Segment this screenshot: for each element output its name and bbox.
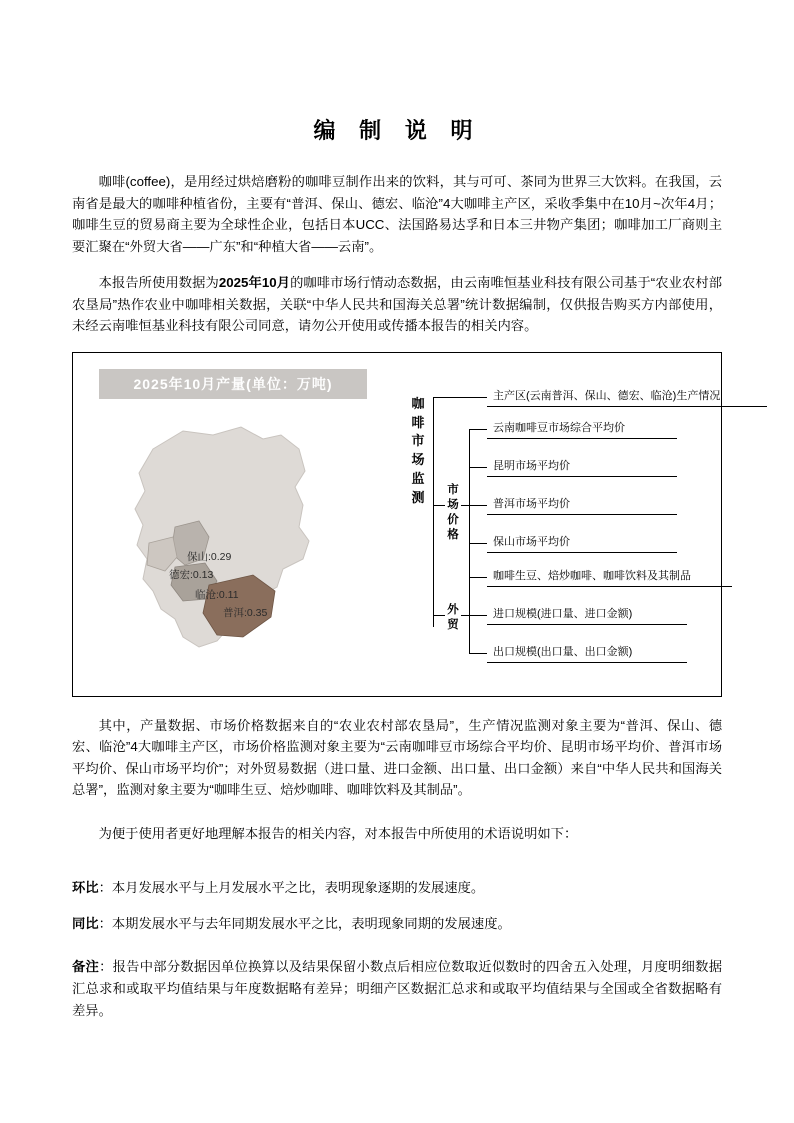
map-label-lincang: 临沧:0.11 <box>195 588 239 601</box>
yunnan-map <box>113 409 363 669</box>
terminology-intro-paragraph: 为便于使用者更好地理解本报告的相关内容，对本报告中所使用的术语说明如下： <box>98 825 578 841</box>
tree-connector-trade-3 <box>469 653 487 654</box>
tree-leaf-trade-1: 咖啡生豆、焙炒咖啡、咖啡饮料及其制品 <box>487 565 732 587</box>
tree-connector-price-3 <box>469 505 487 506</box>
tree-group-label-trade: 外 贸 <box>447 603 459 631</box>
tree-leaf-price-2: 昆明市场平均价 <box>487 455 677 477</box>
tree-connector-price-mid <box>461 505 469 506</box>
term-tongbi-text: ：本期发展水平与去年同期发展水平之比，表明现象同期的发展速度。 <box>98 915 511 931</box>
tree-leaf-price-1: 云南咖啡豆市场综合平均价 <box>487 417 677 439</box>
tree-connector-top <box>433 397 487 398</box>
tree-connector-trade-2 <box>469 615 487 616</box>
tree-root-label: 咖 啡 市 场 监 测 <box>411 395 425 505</box>
figure-container <box>72 352 722 697</box>
tree-leaf-price-3: 普洱市场平均价 <box>487 493 677 515</box>
term-huanbi-label: 环比 <box>72 880 99 896</box>
figure-map-panel <box>73 353 393 696</box>
map-label-baoshan: 保山:0.29 <box>187 550 232 563</box>
data-source-prefix: 本报告所使用数据为 <box>98 275 219 291</box>
tree-connector-price-4 <box>469 543 487 544</box>
map-label-puer: 普洱:0.35 <box>223 606 268 619</box>
tree-leaf-production: 主产区(云南普洱、保山、德宏、临沧)生产情况 <box>487 385 767 407</box>
figure-caption: 2025年10月产量(单位：万吨) <box>99 369 367 399</box>
tree-leaf-trade-3: 出口规模(出口量、出口金额) <box>487 641 687 663</box>
data-source-suffix: 的咖啡市场行情动态数据，由云南唯恒基业科技有限公司基于“农业农村部农垦局”热作农业中咖啡相关数据，关联“中华人民共和国海关总署”统计数据编制，仅供报告购买方内部使用，未经云南唯恒基业科技有限公司同意，请勿公开使用或传播本报告的相关内容。 <box>72 275 723 334</box>
tree-connector-trade-1 <box>469 577 487 578</box>
page-title: 编 制 说 明 <box>313 119 481 144</box>
tree-root-connector <box>433 397 434 627</box>
intro-paragraph: 咖啡(coffee)，是用经过烘焙磨粉的咖啡豆制作出来的饮料，其与可可、茶同为世界三大饮料。在我国，云南省是最大的咖啡种植省份，主要有“普洱、保山、德宏、临沧”4大咖啡主产区，采收季集中在10月~次年4月；咖啡生豆的贸易商主要为全球性企业，包括日本UCC、法国路易达孚和日本三井物产集团；咖啡加工厂商则主要汇聚在“外贸大省——广东”和“种植大省——云南”。 <box>72 174 722 254</box>
map-label-dehong: 德宏:0.13 <box>169 568 214 581</box>
term-huanbi <box>72 877 722 899</box>
footnote <box>72 956 722 1021</box>
data-source-period: 2025年10月 <box>218 275 291 291</box>
term-tongbi <box>72 913 722 935</box>
tree-leaf-price-4: 保山市场平均价 <box>487 531 677 553</box>
tree-connector-price-group <box>433 505 445 506</box>
data-source-paragraph <box>72 272 722 337</box>
monitoring-scope-paragraph: 其中，产量数据、市场价格数据来自的“农业农村部农垦局”，生产情况监测对象主要为“普洱、保山、德宏、临沧”4大咖啡主产区，市场价格监测对象主要为“云南咖啡豆市场综合平均价、昆明市场平均价、普洱市场平均价、保山市场平均价”；对外贸易数据（进口量、进口金额、出口量、出口金额）来自“中华人民共和国海关总署”，监测对象主要为“咖啡生豆、焙炒咖啡、咖啡饮料及其制品”。 <box>72 717 722 798</box>
tree-connector-price-1 <box>469 429 487 430</box>
yunnan-map-svg <box>113 409 363 669</box>
tree-leaf-trade-2: 进口规模(进口量、进口金额) <box>487 603 687 625</box>
term-huanbi-text: ：本月发展水平与上月发展水平之比，表明现象逐期的发展速度。 <box>98 880 485 896</box>
footnote-text: ：报告中部分数据因单位换算以及结果保留小数点后相应位数取近似数时的四舍五入处理，月度明细数据汇总求和或取平均值结果与年度数据略有差异；明细产区数据汇总求和或取平均值结果与全国或全省数据略有差异。 <box>72 959 722 1018</box>
tree-connector-price-2 <box>469 467 487 468</box>
figure-tree-panel <box>393 353 721 696</box>
footnote-label: 备注 <box>72 959 100 975</box>
tree-connector-trade-mid <box>461 615 469 616</box>
tree-connector-trade-group <box>433 615 445 616</box>
term-tongbi-label: 同比 <box>72 915 99 931</box>
tree-group-label-price: 市 场 价 格 <box>447 483 459 541</box>
